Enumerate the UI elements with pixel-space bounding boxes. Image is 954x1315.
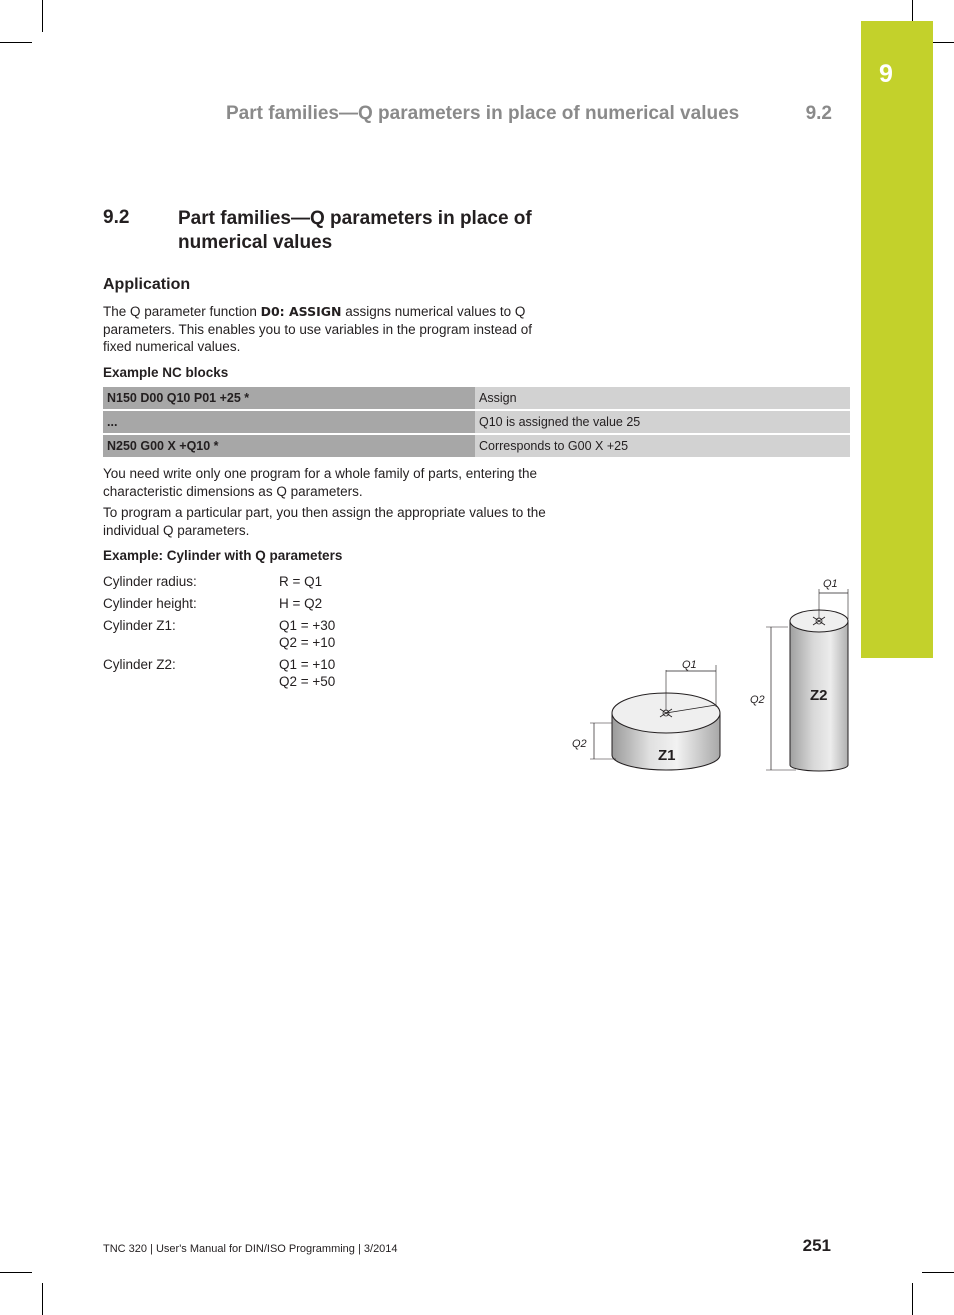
nc-code-cell: N150 D00 Q10 P01 +25 * [103, 387, 475, 409]
section-title: Part families—Q parameters in place of numerical values [178, 208, 532, 253]
q2-dimension-label: Q2 [572, 738, 587, 750]
footer-text: TNC 320 | User's Manual for DIN/ISO Programming | 3/2014 [103, 1243, 398, 1255]
table-row [103, 387, 850, 409]
definition-value: Q2 = +50 [279, 674, 336, 689]
cylinder-figure [560, 575, 860, 780]
definition-term: Cylinder radius: [103, 574, 197, 589]
page-number: 251 [802, 1236, 831, 1255]
paragraph-text: assigns numerical values to Q parameters. This enables you to use variables in the program instead of fixed numerical values. [103, 304, 532, 354]
nc-code-cell: N250 G00 X +Q10 * [103, 435, 475, 457]
definition-value: Q1 = +10 [279, 657, 336, 672]
q1-dimension-label: Q1 [682, 659, 697, 671]
chapter-tab [861, 21, 933, 658]
z1-label: Z1 [658, 747, 676, 764]
running-header [226, 103, 832, 125]
paragraph-text: The Q parameter function [103, 304, 261, 319]
nc-comment-cell: Assign [475, 387, 850, 409]
crop-mark [0, 42, 32, 43]
nc-comment-cell: Q10 is assigned the value 25 [475, 411, 850, 433]
function-code: D0: ASSIGN [260, 304, 342, 319]
definition-term: Cylinder height: [103, 596, 197, 611]
definition-value: R = Q1 [279, 574, 323, 589]
table-row [103, 411, 850, 433]
running-header-number: 9.2 [805, 103, 832, 124]
crop-mark [42, 0, 43, 32]
nc-comment-cell: Corresponds to G00 X +25 [475, 435, 850, 457]
crop-mark [42, 1283, 43, 1315]
q2-dimension-label: Q2 [750, 694, 765, 706]
definition-term: Cylinder Z2: [103, 657, 176, 672]
definition-term: Cylinder Z1: [103, 618, 176, 633]
family-paragraph: To program a particular part, you then assign the appropriate values to the individual Q parameters. [103, 505, 546, 538]
application-paragraph [103, 303, 563, 356]
cylinder-z2 [750, 578, 848, 771]
crop-mark [912, 0, 913, 21]
nc-blocks-table [103, 385, 850, 459]
section-number: 9.2 [103, 207, 130, 228]
table-row [103, 435, 850, 457]
family-paragraph: You need write only one program for a whole family of parts, entering the characteristic dimensions as Q parameters. [103, 466, 537, 499]
q1-dimension-label: Q1 [823, 578, 838, 590]
nc-code-cell: ... [103, 411, 475, 433]
crop-mark [933, 42, 954, 43]
running-header-title: Part families—Q parameters in place of numerical values [226, 103, 740, 124]
crop-mark [0, 1272, 32, 1273]
crop-mark [912, 1283, 913, 1315]
application-heading: Application [103, 276, 191, 293]
z2-label: Z2 [810, 687, 828, 704]
nc-example-heading: Example NC blocks [103, 365, 229, 380]
definition-value: Q1 = +30 [279, 618, 336, 633]
cylinder-example-heading: Example: Cylinder with Q parameters [103, 548, 343, 563]
cylinder-z1 [572, 659, 720, 770]
crop-mark [922, 1272, 954, 1273]
definition-value: H = Q2 [279, 596, 323, 611]
definition-value: Q2 = +10 [279, 635, 336, 650]
chapter-number: 9 [879, 60, 893, 88]
